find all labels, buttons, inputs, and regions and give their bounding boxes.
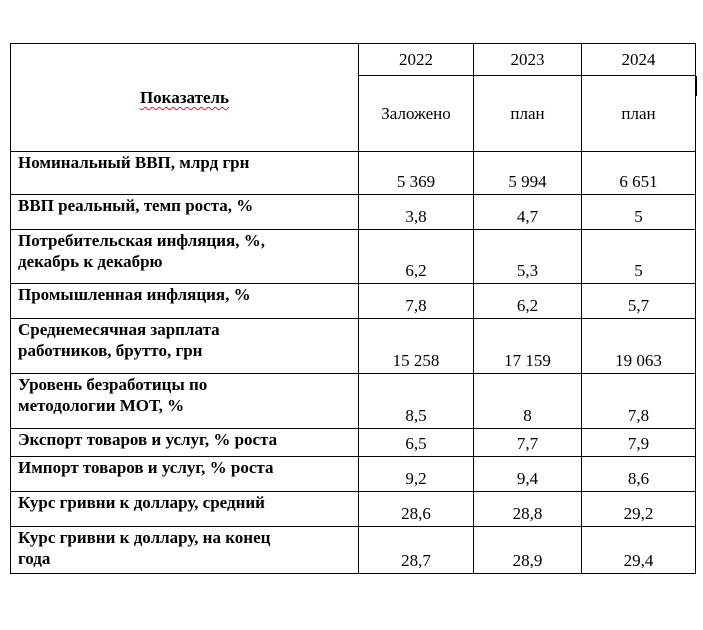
value-cell-2024: 5,7 [582,284,696,319]
economic-forecast-table [10,43,696,574]
row-label [11,527,359,574]
year-header-row [11,44,696,76]
table-row [11,230,696,284]
value-cell-2023: 5 994 [474,152,582,195]
table-row [11,457,696,492]
row-label-line: Среднемесячная зарплата [18,320,220,339]
value-cell-2024: 29,2 [582,492,696,527]
year-2023-header: 2023 [474,44,582,76]
value-cell-2023: 9,4 [474,457,582,492]
text-cursor [695,76,697,96]
value-cell-2022: 28,7 [359,527,474,574]
row-label-line: Уровень безработицы по [18,375,208,394]
row-label [11,152,359,195]
value-cell-2023: 4,7 [474,195,582,230]
row-label-line: работников, брутто, грн [18,341,203,360]
value-cell-2024: 7,9 [582,429,696,457]
value-cell-2022: 7,8 [359,284,474,319]
value-cell-2022: 3,8 [359,195,474,230]
row-label-line: Номинальный ВВП, млрд грн [18,153,250,172]
table-row [11,429,696,457]
subheader-2024: план [582,76,696,152]
value-cell-2023: 28,9 [474,527,582,574]
row-label [11,429,359,457]
row-label [11,230,359,284]
value-cell-2022: 6,5 [359,429,474,457]
value-cell-2024: 29,4 [582,527,696,574]
table-row [11,284,696,319]
value-cell-2022: 9,2 [359,457,474,492]
value-cell-2023: 6,2 [474,284,582,319]
row-label-line: Потребительская инфляция, %, [18,231,266,250]
indicator-header [11,44,359,152]
value-cell-2023: 7,7 [474,429,582,457]
indicator-header-label: Показатель [139,88,230,107]
value-cell-2023: 5,3 [474,230,582,284]
row-label-line: ВВП реальный, темп роста, % [18,196,254,215]
row-label-line: Промышленная инфляция, % [18,285,251,304]
value-cell-2024: 8,6 [582,457,696,492]
value-cell-2022: 8,5 [359,374,474,429]
row-label-line: методологии МОТ, % [18,396,185,415]
value-cell-2024: 7,8 [582,374,696,429]
row-label [11,374,359,429]
row-label-line: Экспорт товаров и услуг, % роста [18,430,278,449]
value-cell-2022: 6,2 [359,230,474,284]
value-cell-2023: 17 159 [474,319,582,374]
value-cell-2022: 15 258 [359,319,474,374]
value-cell-2023: 28,8 [474,492,582,527]
year-2022-header: 2022 [359,44,474,76]
row-label-line: декабрь к декабрю [18,252,163,271]
row-label [11,457,359,492]
table-row [11,492,696,527]
table-row [11,527,696,574]
row-label [11,492,359,527]
value-cell-2022: 5 369 [359,152,474,195]
value-cell-2023: 8 [474,374,582,429]
table-row [11,374,696,429]
year-2024-header: 2024 [582,44,696,76]
row-label [11,319,359,374]
row-label-line: Курс гривни к доллару, средний [18,493,265,512]
value-cell-2024: 5 [582,195,696,230]
row-label-line: года [18,549,51,568]
value-cell-2024: 5 [582,230,696,284]
value-cell-2022: 28,6 [359,492,474,527]
row-label [11,284,359,319]
subheader-2023: план [474,76,582,152]
table-row [11,152,696,195]
value-cell-2024: 6 651 [582,152,696,195]
value-cell-2024: 19 063 [582,319,696,374]
row-label-line: Импорт товаров и услуг, % роста [18,458,274,477]
row-label [11,195,359,230]
table-row [11,319,696,374]
subheader-2022: Заложено [359,76,474,152]
row-label-line: Курс гривни к доллару, на конец [18,528,271,547]
table-row [11,195,696,230]
